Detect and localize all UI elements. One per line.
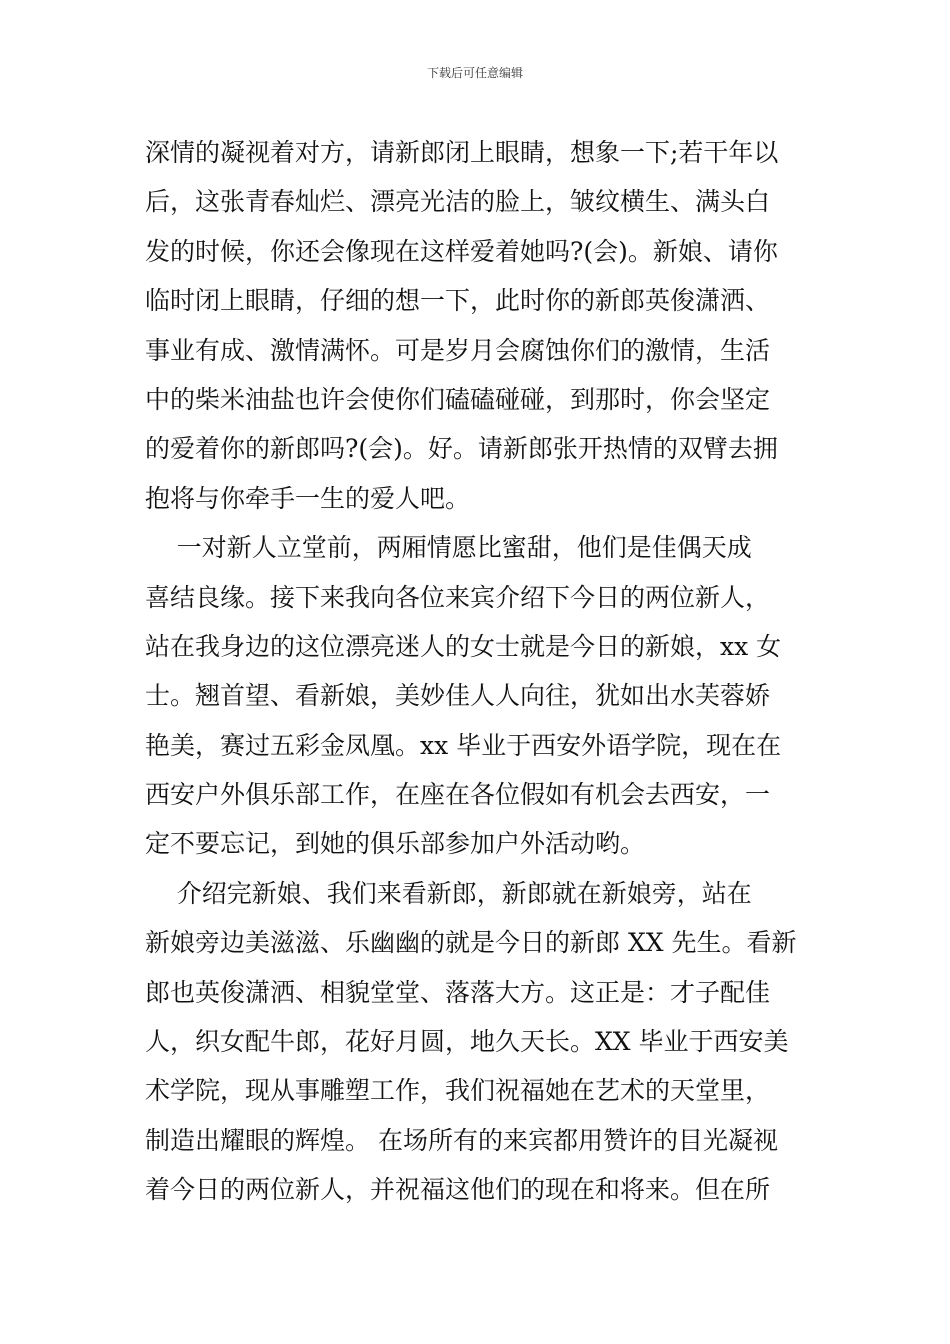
- text-line: 新娘旁边美滋滋、乐幽幽的就是今日的新郎 XX 先生。看新: [145, 928, 797, 958]
- document-body: [145, 128, 810, 1215]
- text-line: 事业有成、激情满怀。可是岁月会腐蚀你们的激情，生活: [145, 335, 771, 365]
- text-line: 着今日的两位新人，并祝福这他们的现在和将来。但在所: [145, 1175, 771, 1205]
- text-line: 士。翘首望、看新娘，美妙佳人人向往，犹如出水芙蓉娇: [145, 681, 771, 711]
- text-line: 艳美，赛过五彩金凤凰。xx 毕业于西安外语学院，现在在: [145, 730, 782, 760]
- text-line: 人，织女配牛郎，花好月圆，地久天长。XX 毕业于西安美: [145, 1027, 789, 1057]
- text-line: 深情的凝视着对方，请新郎闭上眼睛，想象一下;若干年以: [145, 138, 779, 167]
- page-header: 下载后可任意编辑: [426, 66, 523, 80]
- text-line: 喜结良缘。接下来我向各位来宾介绍下今日的两位新人，: [145, 582, 771, 612]
- text-line: 后，这张青春灿烂、漂亮光洁的脸上，皱纹横生、满头白: [145, 187, 771, 217]
- text-line: 抱将与你牵手一生的爱人吧。: [145, 483, 471, 513]
- text-line: 临时闭上眼睛，仔细的想一下，此时你的新郎英俊潇洒、: [145, 286, 771, 316]
- text-line: 西安户外俱乐部工作，在座在各位假如有机会去西安，一: [145, 780, 771, 810]
- text-line: 的爱着你的新郎吗?(会)。好。请新郎张开热情的双臂去拥: [145, 434, 778, 464]
- text-line: 中的柴米油盐也许会使你们磕磕碰碰，到那时，你会坚定: [145, 384, 771, 414]
- text-line: 站在我身边的这位漂亮迷人的女士就是今日的新娘，xx 女: [145, 631, 782, 661]
- text-line: 发的时候，你还会像现在这样爱着她吗?(会)。新娘、请你: [145, 236, 778, 266]
- text-line: 介绍完新娘、我们来看新郎，新郎就在新娘旁，站在: [145, 878, 752, 908]
- text-line: 郎也英俊潇洒、相貌堂堂、落落大方。这正是：才子配佳: [145, 977, 771, 1007]
- text-line: 定不要忘记，到她的俱乐部参加户外活动哟。: [145, 829, 646, 859]
- text-line: 一对新人立堂前，两厢情愿比蜜甜，他们是佳偶天成: [145, 533, 752, 563]
- text-line: 术学院，现从事雕塑工作，我们祝福她在艺术的天堂里，: [145, 1076, 771, 1106]
- text-line: 制造出耀眼的辉煌。 在场所有的来宾都用赞许的目光凝视: [145, 1125, 778, 1155]
